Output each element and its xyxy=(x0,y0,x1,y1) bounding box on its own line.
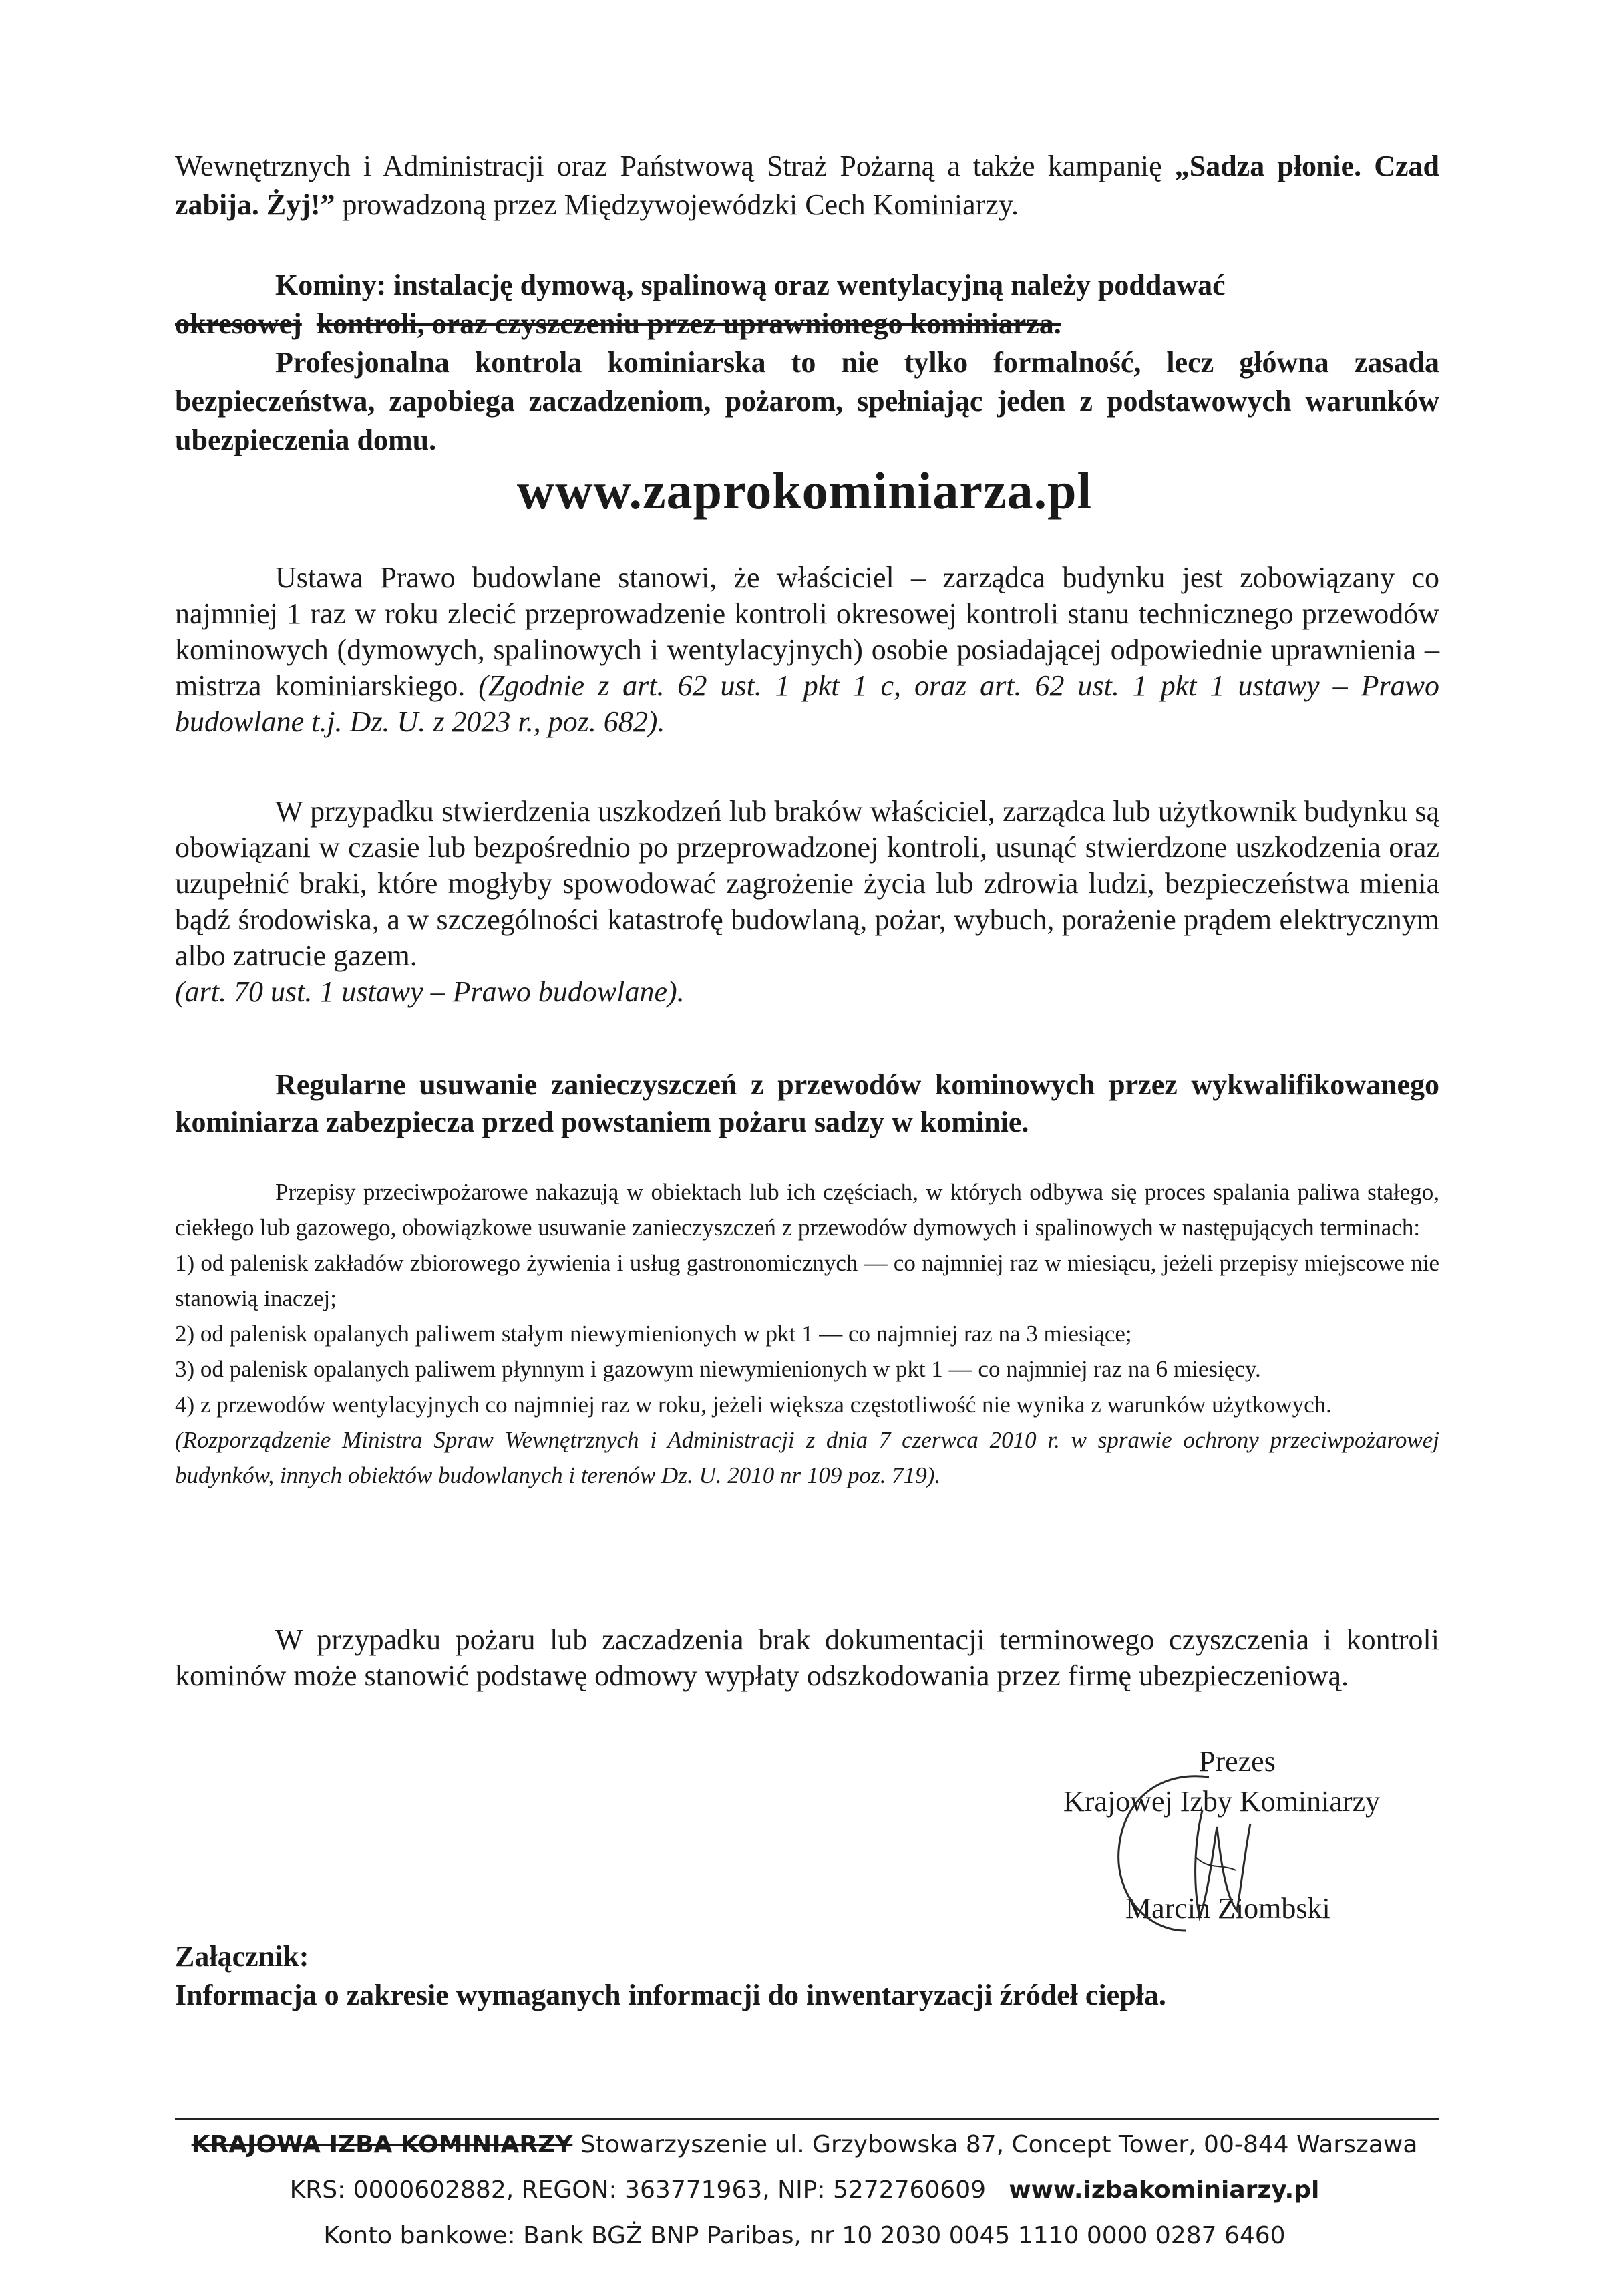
insurance-paragraph xyxy=(175,1622,1439,1694)
footer-address xyxy=(0,2123,1609,2167)
fire-rule-item: 3) od palenisk opalanych paliwem płynnym i gazowym niewymienionych w pkt 1 — co najmniej raz na 6 miesięcy. xyxy=(175,1356,1261,1382)
law2-text: W przypadku stwierdzenia uszkodzeń lub braków właściciel, zarządca lub użytkownik budynku są obowiązani w czasie lub bezpośrednio po przeprowadzonej kontroli, usunąć stwierdzone uszkodzenia oraz uzupełnić braki, które mogłyby spowodować zagrożenie życia lub zdrowia ludzi, bezpieczeństwa mienia bądź środowiska, a w szczególności katastrofę budowlaną, pożar, wybuch, porażenie prądem elektrycznym albo zatrucie gazem. xyxy=(175,795,1439,972)
handwritten-signature xyxy=(1042,1764,1256,1951)
fire-rules xyxy=(175,1174,1439,1493)
intro-text: Wewnętrznych i Administracji oraz Państwową Straż Pożarną a także kampanię xyxy=(175,150,1175,182)
campaign-name: „Sadza płonie. Czad zabija. Żyj!” xyxy=(175,150,1439,221)
regular-cleaning xyxy=(175,1066,1439,1141)
fire-rules-intro: Przepisy przeciwpożarowe nakazują w obiektach lub ich częściach, w których odbywa się proces spalania paliwa stałego, ciekłego lub gazowego, obowiązkowe usuwanie zanieczyszczeń z przewodów dymowych i spalinowych w następujących terminach: xyxy=(175,1179,1439,1241)
highlight-line2-b: kontroli, oraz czyszczeniu przez uprawnionego kominiarza. xyxy=(316,307,1061,340)
footer-org: KRAJOWA IZBA KOMINIARZY xyxy=(191,2131,573,2158)
footer-address-text: Stowarzyszenie ul. Grzybowska 87, Concept Tower, 00-844 Warszawa xyxy=(572,2131,1418,2158)
law1-citation: (Zgodnie z art. 62 ust. 1 pkt 1 c, oraz art. 62 ust. 1 pkt 1 ustawy – Prawo budowlane t.j. Dz. U. z 2023 r., poz. 682). xyxy=(175,669,1439,738)
signature-title: Prezes xyxy=(1199,1745,1276,1778)
footer-ids: KRS: 0000602882, REGON: 363771963, NIP: 5272760609 xyxy=(289,2176,987,2204)
fire-rule-item: 1) od palenisk zakładów zbiorowego żywienia i usług gastronomicznych — co najmniej raz w miesiącu, jeżeli przepisy miejscowe nie stanowią inaczej; xyxy=(175,1250,1439,1311)
fire-rule-item: 2) od palenisk opalanych paliwem stałym niewymienionych w pkt 1 — co najmniej raz na 3 miesiące; xyxy=(175,1321,1132,1347)
insurance-text: W przypadku pożaru lub zaczadzenia brak dokumentacji terminowego czyszczenia i kontroli kominów może stanowić podstawę odmowy wypłaty odszkodowania przez firmę ubezpieczeniową. xyxy=(175,1623,1439,1692)
regular-text: Regularne usuwanie zanieczyszczeń z przewodów kominowych przez wykwalifikowanego kominiarza zabezpiecza przed powstaniem pożaru sadzy w kominie. xyxy=(175,1068,1439,1138)
footer-website[interactable]: www.izbakominiarzy.pl xyxy=(1009,2176,1320,2204)
law-paragraph-1 xyxy=(175,560,1439,740)
intro-paragraph xyxy=(175,147,1439,224)
attachment-label: Załącznik: xyxy=(175,1940,309,1973)
law1-text: Ustawa Prawo budowlane stanowi, że właściciel – zarządca budynku jest zobowiązany co najmniej 1 raz w roku zlecić przeprowadzenie kontroli okresowej kontroli stanu technicznego przewodów kominowych (dymowych, spalinowych i wentylacyjnych) osobie posiadającej odpowiednie uprawnienia – mistrza kominiarskiego. xyxy=(175,561,1439,702)
law-paragraph-2 xyxy=(175,794,1439,1010)
website-heading[interactable]: www.zaprokominiarza.pl xyxy=(516,462,1093,520)
fire-rules-citation: (Rozporządzenie Ministra Spraw Wewnętrznych i Administracji z dnia 7 czerwca 2010 r. w sprawie ochrony przeciwpożarowej budynków, innych obiektów budowlanych i terenów Dz. U. 2010 nr 109 poz. 719). xyxy=(175,1427,1439,1488)
chimney-highlight xyxy=(175,266,1439,460)
intro-text-end: prowadzoną przez Międzywojewódzki Cech Kominiarzy. xyxy=(335,188,1019,221)
fire-rule-item: 4) z przewodów wentylacyjnych co najmniej raz w roku, jeżeli większa częstotliwość nie wynika z warunków użytkowych. xyxy=(175,1391,1332,1418)
footer-ids-row xyxy=(0,2168,1609,2212)
highlight-paragraph: Profesjonalna kontrola kominiarska to nie tylko formalność, lecz główna zasada bezpieczeństwa, zapobiega zaczadzeniom, pożarom, spełniając jeden z podstawowych warunków ubezpieczenia domu. xyxy=(175,346,1439,456)
highlight-line2-a: okresowej xyxy=(175,307,302,340)
signature-org: Krajowej Izby Kominiarzy xyxy=(1063,1785,1381,1818)
law2-citation: (art. 70 ust. 1 ustawy – Prawo budowlane). xyxy=(175,975,685,1008)
attachment-text: Informacja o zakresie wymaganych informacji do inwentaryzacji źródeł ciepła. xyxy=(175,1979,1166,2011)
attachment-section xyxy=(175,1937,1439,2015)
footer-bank: Konto bankowe: Bank BGŻ BNP Paribas, nr 10 2030 0045 1110 0000 0287 6460 xyxy=(323,2222,1286,2249)
highlight-line1: Kominy: instalację dymową, spalinową oraz wentylacyjną należy poddawać xyxy=(275,269,1226,301)
signature-name: Marcin Ziombski xyxy=(1125,1892,1330,1925)
footer-divider xyxy=(175,2118,1439,2120)
